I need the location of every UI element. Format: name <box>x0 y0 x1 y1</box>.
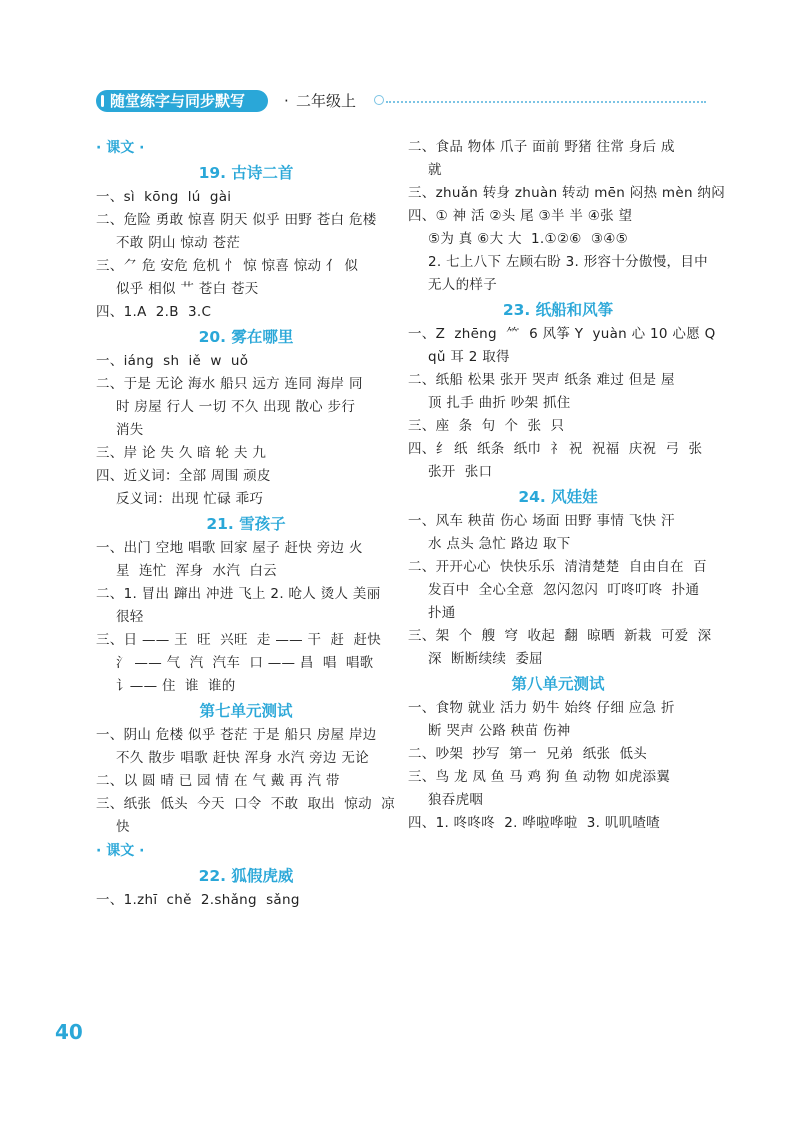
answer-line: 星 连忙 浑身 水汽 白云 <box>116 563 277 579</box>
answer-line: 二、食品 物体 爪子 面前 野猪 往常 身后 成 <box>408 139 675 155</box>
answer-line: 断 哭声 公路 秧苗 伤神 <box>428 723 571 739</box>
lesson-title: 第七单元测试 <box>199 702 293 720</box>
answer-line: 四、1.A 2.B 3.C <box>96 304 212 320</box>
answer-line: 张开 张口 <box>428 464 493 480</box>
answer-line: 三、⺈ 危 安危 危机 忄 惊 惊喜 惊动 亻 似 <box>96 258 359 274</box>
grade-label: 二年级上 <box>296 92 357 110</box>
answer-line: 四、近义词：全部 周围 顽皮 <box>96 468 271 484</box>
answer-line: 二、以 圆 晴 已 园 情 在 气 戴 再 汽 带 <box>96 773 340 789</box>
answer-line: 三、zhuǎn 转身 zhuàn 转动 mēn 闷热 mèn 纳闷 <box>408 185 726 201</box>
answer-line: 快 <box>116 819 130 835</box>
answer-line: 二、吵架 抄写 第一 兄弟 纸张 低头 <box>408 746 648 762</box>
answer-line: 扑通 <box>428 605 456 621</box>
answer-line: qǔ 耳 2 取得 <box>428 349 510 365</box>
lesson-title: 22. 狐假虎威 <box>198 867 294 885</box>
answer-line: 深 断断续续 委屈 <box>428 651 543 667</box>
answer-line: 四、① 神 活 ②头 尾 ③半 半 ④张 望 <box>408 208 633 224</box>
answer-line: 一、Z zhēng ⺮ 6 风筝 Y yuàn 心 10 心愿 Q <box>408 326 716 342</box>
answer-line: 四、1. 咚咚咚 2. 哗啦哗啦 3. 叽叽喳喳 <box>408 815 660 831</box>
answer-line: 一、iáng sh iě w uǒ <box>96 353 249 369</box>
answer-line: 二、开开心心 快快乐乐 清清楚楚 自由自在 百 <box>408 559 707 575</box>
page-header <box>96 90 706 114</box>
answer-line: 不敢 阴山 惊动 苍茫 <box>116 235 241 251</box>
answer-line: 二、于是 无论 海水 船只 远方 连同 海岸 同 <box>96 376 363 392</box>
answer-line: 讠—— 住 谁 谁的 <box>116 678 236 694</box>
answer-line: 二、1. 冒出 蹿出 冲进 飞上 2. 呛人 烫人 美丽 <box>96 586 381 602</box>
answer-line: 一、食物 就业 活力 奶牛 始终 仔细 应急 折 <box>408 700 675 716</box>
page-number: 40 <box>55 1020 83 1044</box>
answer-line: 2. 七上八下 左顾右盼 3. 形容十分傲慢，目中 <box>428 254 708 270</box>
answer-line: 就 <box>428 162 442 178</box>
answer-line: 三、纸张 低头 今天 口令 不敢 取出 惊动 凉 <box>96 796 395 812</box>
tag-bar-icon <box>101 95 104 107</box>
answer-line: 三、架 个 艘 穹 收起 翻 晾晒 新栽 可爱 深 <box>408 628 712 644</box>
answer-line: 一、风车 秧苗 伤心 场面 田野 事情 飞快 汗 <box>408 513 675 529</box>
answer-line: 一、阴山 危楼 似乎 苍茫 于是 船只 房屋 岸边 <box>96 727 377 743</box>
answer-line: 不久 散步 唱歌 赶快 浑身 水汽 旁边 无论 <box>116 750 369 766</box>
header-dotted-line <box>386 101 706 103</box>
answer-line: 三、鸟 龙 凤 鱼 马 鸡 狗 鱼 动物 如虎添翼 <box>408 769 671 785</box>
answer-line: 三、岸 论 失 久 暗 轮 夫 九 <box>96 445 267 461</box>
right-column <box>408 136 726 835</box>
lesson-title: 24. 风娃娃 <box>518 488 598 506</box>
grade-dot: · <box>284 92 289 110</box>
answer-line: 二、纸船 松果 张开 哭声 纸条 难过 但是 屋 <box>408 372 675 388</box>
lesson-title: 第八单元测试 <box>511 675 605 693</box>
answer-line: 一、1.zhī chě 2.shǎng sǎng <box>96 892 300 908</box>
answer-line: 似乎 相似 艹 苍白 苍天 <box>116 281 259 297</box>
answer-line: 很轻 <box>116 609 144 625</box>
answer-line: 时 房屋 行人 一切 不久 出现 散心 步行 <box>116 399 356 415</box>
section-label: · 课文 · <box>96 843 145 859</box>
book-title-tag <box>96 90 268 112</box>
answer-line: 顶 扎手 曲折 吵架 抓住 <box>428 395 571 411</box>
section-label: · 课文 · <box>96 140 145 156</box>
answer-line: 三、日 —— 王 旺 兴旺 走 —— 干 赶 赶快 <box>96 632 382 648</box>
left-column <box>96 136 396 912</box>
book-title: 随堂练字与同步默写 <box>110 92 246 110</box>
answer-line: 消失 <box>116 422 144 438</box>
answer-line: 一、sì kōng lú gài <box>96 189 232 205</box>
answer-line: 一、出门 空地 唱歌 回家 屋子 赶快 旁边 火 <box>96 540 363 556</box>
answer-line: 无人的样子 <box>428 277 497 293</box>
answer-line: 二、危险 勇敢 惊喜 阴天 似乎 田野 苍白 危楼 <box>96 212 377 228</box>
answer-line: 反义词：出现 忙碌 乖巧 <box>116 491 264 507</box>
answer-line: 氵 —— 气 汽 汽车 口 —— 昌 唱 唱歌 <box>116 655 374 671</box>
circle-icon <box>374 95 384 105</box>
answer-line: 水 点头 急忙 路边 取下 <box>428 536 571 552</box>
lesson-title: 20. 雾在哪里 <box>198 328 294 346</box>
answer-line: 四、纟 纸 纸条 纸巾 礻 祝 祝福 庆祝 弓 张 <box>408 441 703 457</box>
lesson-title: 19. 古诗二首 <box>198 164 294 182</box>
answer-line: 狼吞虎咽 <box>428 792 484 808</box>
answer-line: 发百中 全心全意 忽闪忽闪 叮咚叮咚 扑通 <box>428 582 700 598</box>
lesson-title: 21. 雪孩子 <box>206 515 286 533</box>
answer-line: 三、座 条 句 个 张 只 <box>408 418 565 434</box>
answer-line: ⑤为 真 ⑥大 大 1.①②⑥ ③④⑤ <box>428 231 629 247</box>
lesson-title: 23. 纸船和风筝 <box>502 301 614 319</box>
